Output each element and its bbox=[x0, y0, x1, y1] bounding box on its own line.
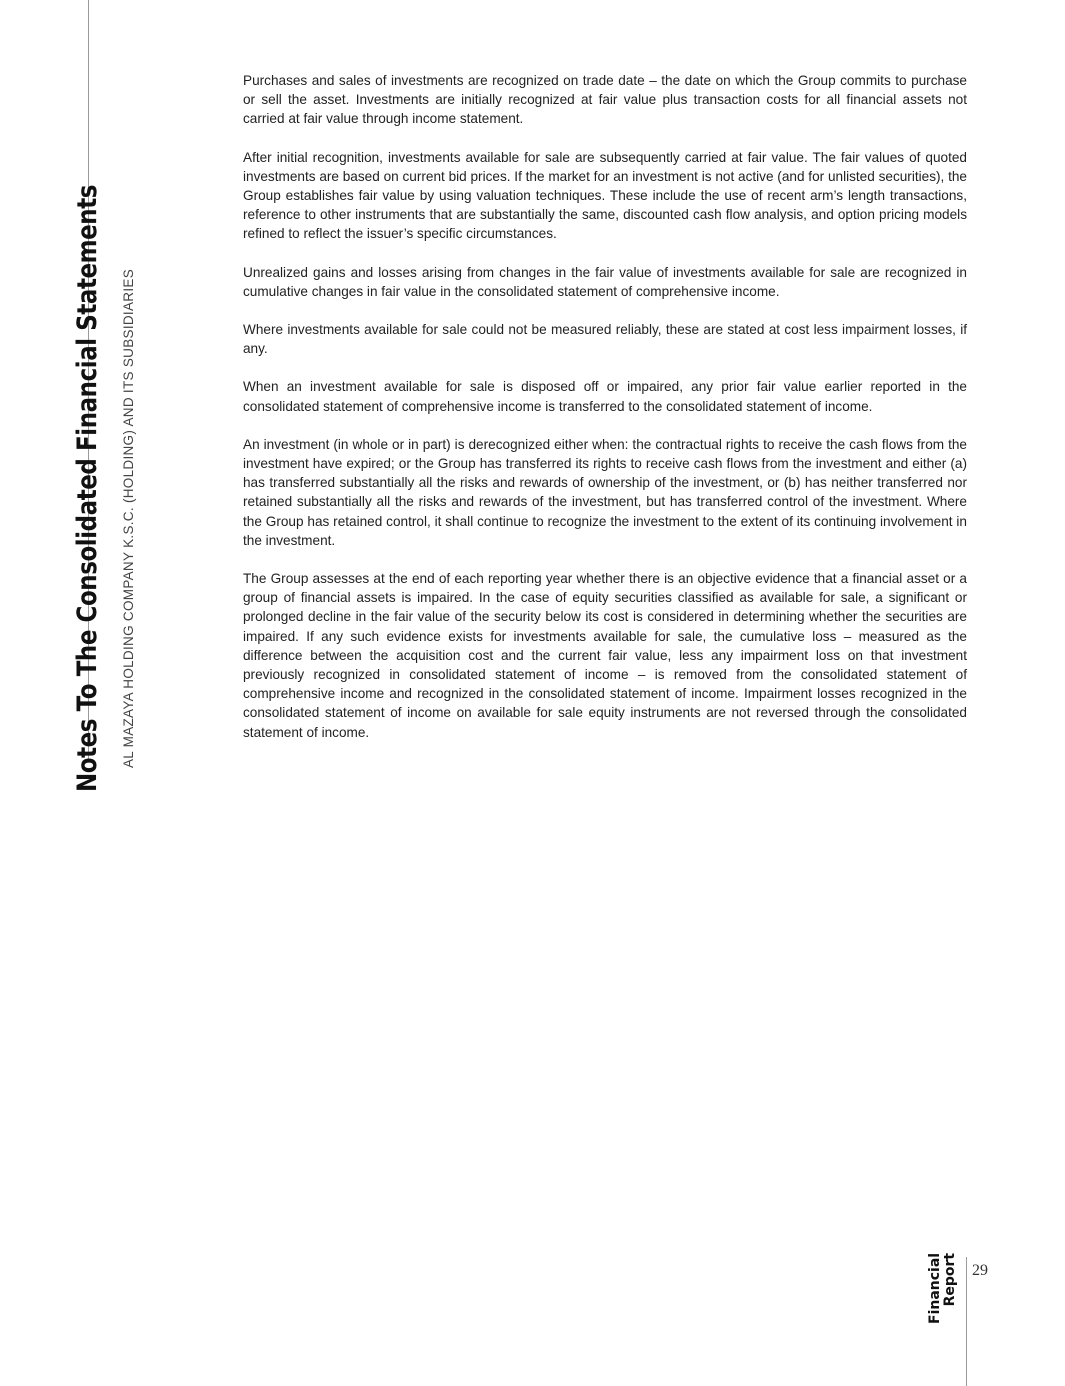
footer-label bbox=[928, 1253, 958, 1324]
paragraph-impairment-assessment: The Group assesses at the end of each reporting year whether there is an objective evidence that a financial asset or a group of financial assets is impaired. In the case of equity securities classified as available for sale, a significant or prolonged decline in the fair value of the security below its cost is considered in determining whether the securities are impaired. If any such evidence exists for investments available for sale, the cumulative loss – measured as the difference between the acquisition cost and the current fair value, less any impairment loss on that investment previously recognized in consolidated statement of income – is removed from the consolidated statement of comprehensive income and recognized in the consolidated statement of income. Impairment losses recognized in the consolidated statement of income on available for sale equity instruments are not reversed through the consolidated statement of income. bbox=[243, 571, 967, 740]
body-content bbox=[243, 71, 967, 761]
paragraph-cost-less-impairment: Where investments available for sale could not be measured reliably, these are stated at cost less impairment losses, if any. bbox=[243, 322, 967, 357]
paragraph-unrealized-gains: Unrealized gains and losses arising from changes in the fair value of investments available for sale are recognized in cumulative changes in fair value in the consolidated statement of comprehensive income. bbox=[243, 264, 967, 299]
paragraph-disposal: When an investment available for sale is disposed off or impaired, any prior fair value earlier reported in the consolidated statement of comprehensive income is transferred to the consolidated statement of income. bbox=[243, 379, 967, 414]
paragraph-derecognition: An investment (in whole or in part) is derecognized either when: the contractual rights to receive the cash flows from the investment have expired; or the Group has transferred its rights to receive cash flows from the investment and either (a) has transferred substantially all the risks and rewards of ownership of the investment, or (b) has neither transferred nor retained substantially all the risks and rewards of the investment, but has transferred control of the investment. Where the Group has retained control, it shall continue to recognize the investment to the extent of its continuing involvement in the investment. bbox=[243, 436, 967, 548]
paragraph-fair-value: After initial recognition, investments available for sale are subsequently carried at fair value. The fair values of quoted investments are based on current bid prices. If the market for an investment is not active (and for unlisted securities), the Group establishes fair value by using valuation techniques. These include the use of recent arm’s length transactions, reference to other instruments that are substantially the same, discounted cash flow analysis, and option pricing models refined to reflect the issuer’s specific circumstances. bbox=[243, 149, 967, 242]
footer-label-line2: Report bbox=[942, 1252, 958, 1307]
footer-label-line1: Financial bbox=[927, 1252, 943, 1324]
section-title: Notes To The Consolidated Financial Statements bbox=[72, 185, 103, 792]
paragraph-trade-date: Purchases and sales of investments are recognized on trade date – the date on which the Group commits to purchase or sell the asset. Investments are initially recognized at fair value plus transaction costs for all financial assets not carried at fair value through income statement. bbox=[243, 73, 967, 127]
footer-divider bbox=[966, 1257, 967, 1386]
company-name: AL MAZAYA HOLDING COMPANY K.S.C. (HOLDING) AND ITS SUBSIDIARIES bbox=[121, 269, 136, 768]
page-number: 29 bbox=[972, 1262, 988, 1279]
